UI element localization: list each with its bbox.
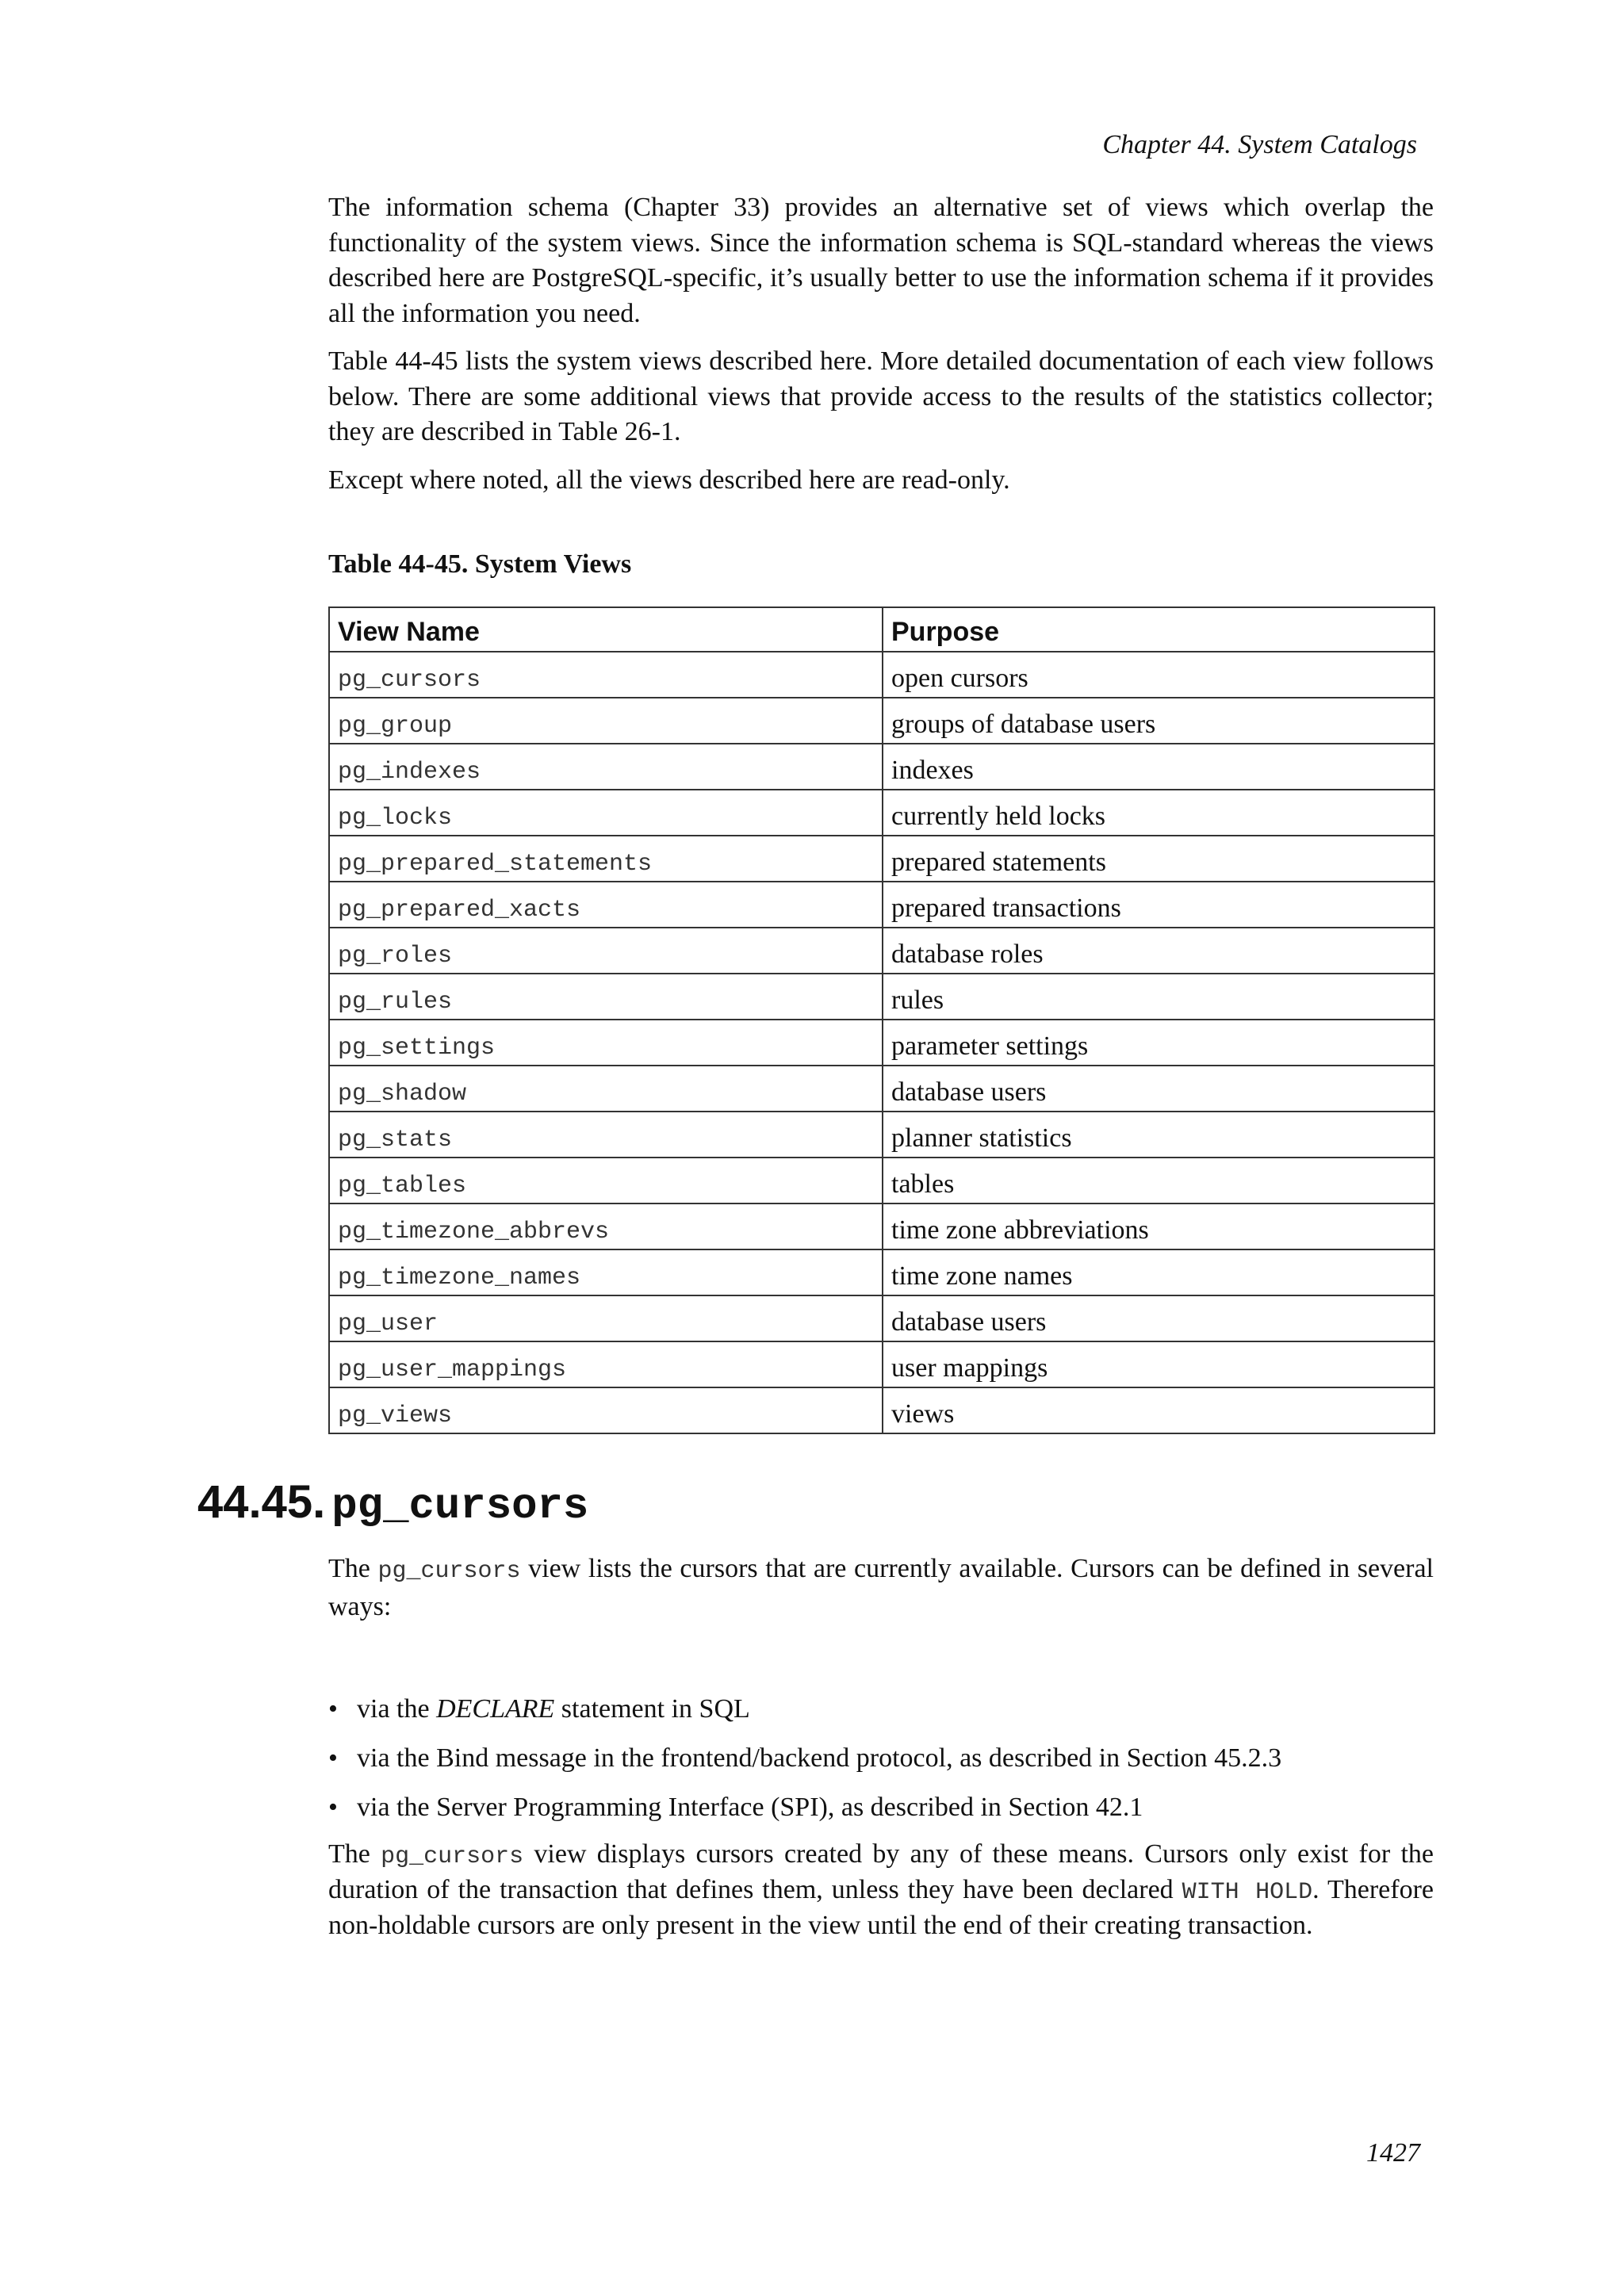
view-name-cell: pg_indexes [329, 744, 883, 790]
purpose-cell: database roles [883, 928, 1434, 974]
view-name-cell: pg_timezone_names [329, 1249, 883, 1295]
table-header-row [329, 607, 1434, 652]
view-name-cell: pg_cursors [329, 652, 883, 698]
text-run: view lists the cursors that are currently available. Cursors can be defined in several ways: [328, 1554, 1434, 1621]
table-row [329, 1158, 1434, 1203]
column-header-purpose: Purpose [883, 607, 1434, 652]
view-name-cell: pg_prepared_statements [329, 836, 883, 882]
intro-paragraph-2: Table 44-45 lists the system views described here. More detailed documentation of each view follows below. There are some additional views that provide access to the results of the statistics collector; they are described in Table 26-1. [328, 346, 1434, 446]
table-row [329, 652, 1434, 698]
view-name-cell: pg_prepared_xacts [329, 882, 883, 928]
section-closing [328, 1838, 1434, 1942]
table-row [329, 744, 1434, 790]
purpose-cell: views [883, 1387, 1434, 1433]
view-name-cell: pg_tables [329, 1158, 883, 1203]
view-name-cell: pg_user [329, 1295, 883, 1341]
table-row [329, 1112, 1434, 1158]
table-row [329, 882, 1434, 928]
purpose-cell: planner statistics [883, 1112, 1434, 1158]
purpose-cell: prepared transactions [883, 882, 1434, 928]
text-run: view displays cursors created by any of these means. Cursors only exist for the duration of the transaction that defines them, unless they have been declared [328, 1839, 1434, 1904]
purpose-cell: tables [883, 1158, 1434, 1203]
section-paragraph-1 [328, 1552, 1434, 1624]
ways-list [328, 1692, 1434, 1839]
table-row [329, 1066, 1434, 1112]
purpose-cell: time zone abbreviations [883, 1203, 1434, 1249]
text-run: statement in SQL [554, 1694, 750, 1724]
table-row [329, 974, 1434, 1020]
view-name-cell: pg_stats [329, 1112, 883, 1158]
section-name: pg_cursors [331, 1483, 589, 1531]
section-paragraph-2 [328, 1838, 1434, 1942]
text-run: The [328, 1839, 381, 1869]
view-name-cell: pg_locks [329, 790, 883, 836]
bullet-glyph: • [328, 1793, 338, 1822]
view-name-cell: pg_views [329, 1387, 883, 1433]
text-run: . Therefore non-holdable cursors are only present in the view until the end of their creating transaction. [328, 1875, 1434, 1940]
text-run: via the Bind message in the frontend/backend protocol, as described in Section 45.2.3 [357, 1743, 1282, 1773]
purpose-cell: time zone names [883, 1249, 1434, 1295]
purpose-cell: user mappings [883, 1341, 1434, 1387]
table-title: Table 44-45. System Views [328, 549, 632, 579]
text-run: via the Server Programming Interface (SPI), as described in Section 42.1 [357, 1793, 1143, 1822]
page-number: 1427 [1366, 2138, 1420, 2168]
table-row [329, 836, 1434, 882]
emphasis: DECLARE [436, 1694, 555, 1724]
view-name-cell: pg_shadow [329, 1066, 883, 1112]
table-row [329, 698, 1434, 744]
table-row [329, 1020, 1434, 1066]
table-row [329, 1249, 1434, 1295]
table-row [329, 1203, 1434, 1249]
column-header-view-name: View Name [329, 607, 883, 652]
table-row [329, 1295, 1434, 1341]
section-intro [328, 1552, 1434, 1624]
purpose-cell: parameter settings [883, 1020, 1434, 1066]
purpose-cell: open cursors [883, 652, 1434, 698]
list-item [328, 1692, 1434, 1727]
table-row [329, 1387, 1434, 1433]
table-row [329, 1341, 1434, 1387]
system-views-table [328, 607, 1435, 1434]
intro-paragraph-1: The information schema (Chapter 33) provides an alternative set of views which overlap the functionality of the system views. Since the information schema is SQL-standard whereas the views described here are PostgreSQL-specific, it’s usually better to use the information schema if it provides all the information you need. [328, 193, 1434, 328]
view-name-cell: pg_group [329, 698, 883, 744]
bullet-glyph: • [328, 1694, 338, 1724]
inline-code: pg_cursors [377, 1558, 521, 1585]
purpose-cell: indexes [883, 744, 1434, 790]
purpose-cell: groups of database users [883, 698, 1434, 744]
bullet-glyph: • [328, 1743, 338, 1773]
text-run: via the [357, 1694, 437, 1724]
view-name-cell: pg_roles [329, 928, 883, 974]
purpose-cell: database users [883, 1066, 1434, 1112]
inline-code: WITH HOLD [1182, 1879, 1313, 1906]
intro-block [328, 190, 1434, 498]
view-name-cell: pg_timezone_abbrevs [329, 1203, 883, 1249]
table-row [329, 790, 1434, 836]
intro-paragraph-3: Except where noted, all the views described here are read-only. [328, 465, 1010, 495]
view-name-cell: pg_rules [329, 974, 883, 1020]
view-name-cell: pg_user_mappings [329, 1341, 883, 1387]
section-heading [197, 1475, 588, 1535]
purpose-cell: rules [883, 974, 1434, 1020]
section-number: 44.45. [197, 1476, 326, 1528]
purpose-cell: prepared statements [883, 836, 1434, 882]
purpose-cell: currently held locks [883, 790, 1434, 836]
list-item [328, 1790, 1434, 1825]
text-run: The [328, 1554, 378, 1583]
view-name-cell: pg_settings [329, 1020, 883, 1066]
list-item [328, 1741, 1434, 1776]
table-row [329, 928, 1434, 974]
running-header: Chapter 44. System Catalogs [1102, 130, 1417, 159]
inline-code: pg_cursors [381, 1843, 524, 1870]
purpose-cell: database users [883, 1295, 1434, 1341]
